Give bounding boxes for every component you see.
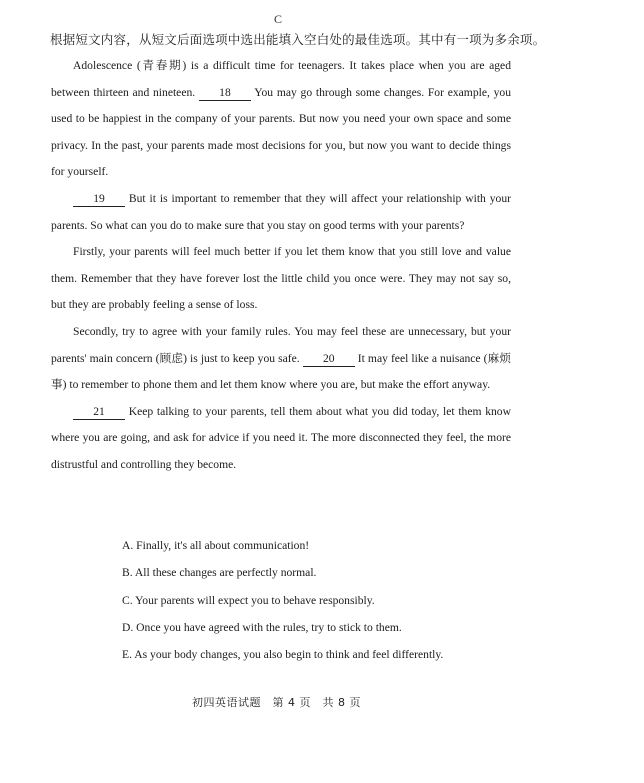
blank-18: 18 [199, 86, 251, 101]
page-footer: 初四英语试题 第 4 页 共 8 页 [192, 696, 361, 709]
paragraph-2 [51, 186, 511, 239]
paragraph-1-part-b: You may go through some changes. For example, you used to be happiest in the company of your parents. But now you need your own space and some privacy. In the past, your parents made most decisions for you, but now you want to decide things for yourself. [51, 85, 512, 179]
section-letter: C [274, 12, 283, 26]
answer-options [122, 532, 542, 668]
option-b: B. All these changes are perfectly normal. [122, 566, 317, 580]
option-c: C. Your parents will expect you to behave responsibly. [122, 593, 375, 607]
paragraph-4-part-b: It may feel like a nuisance (麻烦事) to remember to phone them and let them know where you are, but make the effort anyway. [51, 351, 512, 392]
paragraph-4-part-a: Secondly, try to agree with your family rules. You may feel these are unnecessary, but your parents' main concern (顾虑) is just to keep you safe. [51, 324, 511, 365]
blank-20: 20 [303, 352, 355, 367]
paragraph-2-text: But it is important to remember that they will affect your relationship with your parents. So what can you do to make sure that you stay on good terms with your parents? [51, 191, 511, 232]
paragraph-1-part-a: Adolescence (青春期) is a difficult time for teenagers. It takes place when you are aged between thirteen and nineteen. [51, 59, 511, 99]
option-d: D. Once you have agreed with the rules, try to stick to them. [122, 620, 402, 634]
option-a: A. Finally, it's all about communication! [122, 539, 310, 552]
paragraph-5-text: Keep talking to your parents, tell them about what you did today, let them know where you are going, and ask for advice if you need it. The more disconnected they feel, the more distrustful and controlling they become. [51, 404, 511, 471]
blank-21: 21 [73, 405, 125, 420]
instruction-text: 根据短文内容，从短文后面选项中选出能填入空白处的最佳选项。其中有一项为多余项。 [50, 32, 546, 47]
paragraph-1 [51, 53, 511, 186]
paragraph-3: Firstly, your parents will feel much better if you let them know that you still love and value them. Remember that they have forever lost the little child you once were. They may not say so, but they are probably feeling a sense of loss. [51, 245, 511, 312]
blank-19: 19 [73, 192, 125, 207]
option-e: E. As your body changes, you also begin to think and feel differently. [122, 648, 444, 662]
paragraph-4 [51, 319, 511, 399]
paragraph-5 [51, 399, 511, 479]
reading-passage [51, 53, 511, 479]
